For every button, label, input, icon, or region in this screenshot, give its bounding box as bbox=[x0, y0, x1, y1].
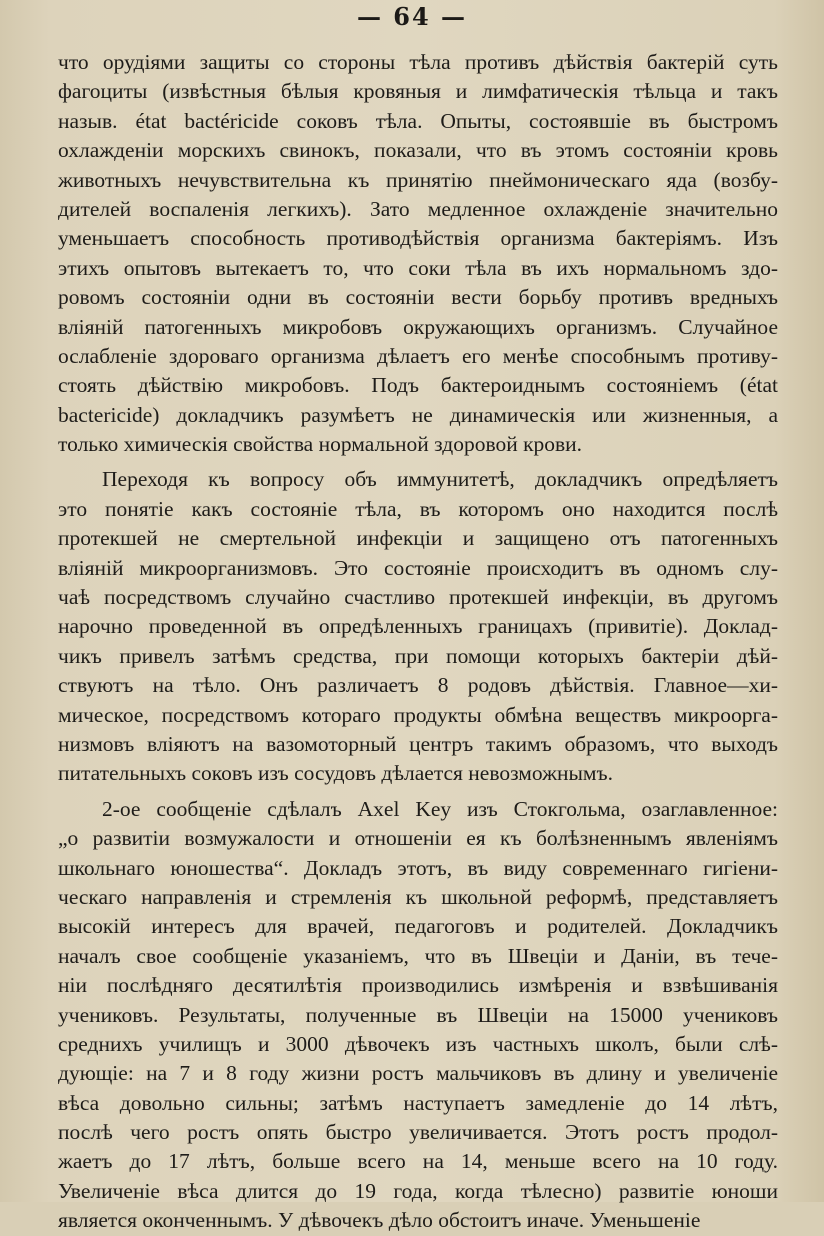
text-line: этихъ опытовъ вытекаетъ то, что соки тѣла въ ихъ нормальномъ здо- bbox=[58, 255, 778, 280]
text-line: является оконченнымъ. У дѣвочекъ дѣло обстоитъ иначе. Уменьшеніе bbox=[58, 1208, 701, 1233]
text-line: охлажденіи морскихъ свинокъ, показали, что въ этомъ состояніи кровь bbox=[58, 138, 778, 163]
text-line: ніи послѣдняго десятилѣтія производились измѣренія и взвѣшиванія bbox=[58, 973, 778, 998]
text-line: только химическія свойства нормальной здоровой крови. bbox=[58, 432, 583, 457]
text-line: что орудіями защиты со стороны тѣла противъ дѣйствія бактерій суть bbox=[58, 50, 778, 74]
text-line: фагоциты (извѣстныя бѣлыя кровяныя и лимфатическія тѣльца и такъ bbox=[58, 79, 778, 104]
paragraph bbox=[58, 48, 778, 459]
paragraph bbox=[58, 795, 778, 1236]
text-line: началъ свое сообщеніе указаніемъ, что въ Швеціи и Даніи, въ тече- bbox=[58, 943, 778, 968]
text-line: дителей воспаленія легкихъ). Зато медленное охлажденіе значительно bbox=[58, 196, 778, 221]
text-line: чикъ привелъ затѣмъ средства, при помощи которыхъ бактеріи дѣй- bbox=[58, 643, 778, 668]
text-line: Увеличеніе вѣса длится до 19 года, когда тѣлесно) развитіе юноши bbox=[58, 1178, 778, 1203]
text-line: вліяній микроорганизмовъ. Это состояніе происходитъ въ одномъ слу- bbox=[58, 555, 778, 580]
text-line: „о развитіи возмужалости и отношеніи ея къ болѣзненнымъ явленіямъ bbox=[58, 826, 778, 851]
page-number: — 64 — bbox=[356, 2, 468, 31]
text-line: нарочно проведенной въ опредѣленныхъ границахъ (привитіе). Доклад- bbox=[58, 614, 778, 639]
text-line: мическое, посредствомъ котораго продукты обмѣна веществъ микроорга- bbox=[58, 702, 778, 727]
text-line: ческаго направленія и стремленія къ школьной реформѣ, представляетъ bbox=[58, 884, 778, 909]
text-line: протекшей не смертельной инфекціи и защищено отъ патогенныхъ bbox=[58, 526, 778, 551]
text-line: питательныхъ соковъ изъ сосудовъ дѣлается невозможнымъ. bbox=[58, 761, 614, 786]
text-line: животныхъ нечувствительна къ принятію пнеймоническаго яда (возбу- bbox=[58, 167, 778, 192]
text-line: послѣ чего ростъ опять быстро увеличивается. Этотъ ростъ продол- bbox=[58, 1120, 778, 1145]
text-line: дующіе: на 7 и 8 году жизни ростъ мальчиковъ въ длину и увеличеніе bbox=[58, 1061, 778, 1086]
text-line: ствуютъ на тѣло. Онъ различаетъ 8 родовъ дѣйствія. Главное—хи- bbox=[58, 673, 778, 698]
text-line: среднихъ училищъ и 3000 дѣвочекъ изъ частныхъ школъ, были слѣ- bbox=[58, 1031, 778, 1056]
text-line: низмовъ вліяютъ на вазомоторный центръ такимъ образомъ, что выходъ bbox=[58, 731, 778, 756]
text-line: уменьшаетъ способность противодѣйствія организма бактеріямъ. Изъ bbox=[58, 226, 778, 251]
text-line: 2-ое сообщеніе сдѣлалъ Axel Key изъ Стокгольма, озаглавленное: bbox=[102, 796, 778, 821]
text-line: вліяній патогенныхъ микробовъ окружающихъ организмъ. Случайное bbox=[58, 314, 778, 339]
text-line: назыв. état bactéricide соковъ тѣла. Опыты, состоявшіе въ быстромъ bbox=[58, 108, 778, 133]
text-line: высокій интересъ для врачей, педагоговъ и родителей. Докладчикъ bbox=[58, 914, 778, 939]
text-line: учениковъ. Результаты, полученные въ Швеціи на 15000 учениковъ bbox=[58, 1002, 778, 1027]
text-line: ровомъ состояніи одни въ состояніи вести борьбу противъ вредныхъ bbox=[58, 285, 778, 310]
page-body-text bbox=[58, 48, 778, 1236]
text-line: это понятіе какъ состояніе тѣла, въ которомъ оно находится послѣ bbox=[58, 496, 778, 521]
paragraph bbox=[58, 465, 778, 788]
text-line: Переходя къ вопросу объ иммунитетѣ, докладчикъ опредѣляетъ bbox=[102, 467, 778, 492]
text-line: ослабленіе здороваго организма дѣлаетъ его менѣе способнымъ противу- bbox=[58, 343, 778, 368]
text-line: вѣса довольно сильны; затѣмъ наступаетъ замедленіе до 14 лѣтъ, bbox=[58, 1090, 778, 1115]
text-line: стоять дѣйствію микробовъ. Подъ бактероиднымъ состояніемъ (état bbox=[58, 373, 778, 398]
text-line: жаетъ до 17 лѣтъ, больше всего на 14, меньше всего на 10 году. bbox=[58, 1149, 778, 1174]
text-line: чаѣ посредствомъ случайно счастливо протекшей инфекціи, въ другомъ bbox=[58, 585, 778, 610]
text-line: bactericide) докладчикъ разумѣетъ не динамическія или жизненныя, а bbox=[58, 402, 778, 427]
text-line: школьнаго юношества“. Докладъ этотъ, въ виду современнаго гигіени- bbox=[58, 855, 778, 880]
